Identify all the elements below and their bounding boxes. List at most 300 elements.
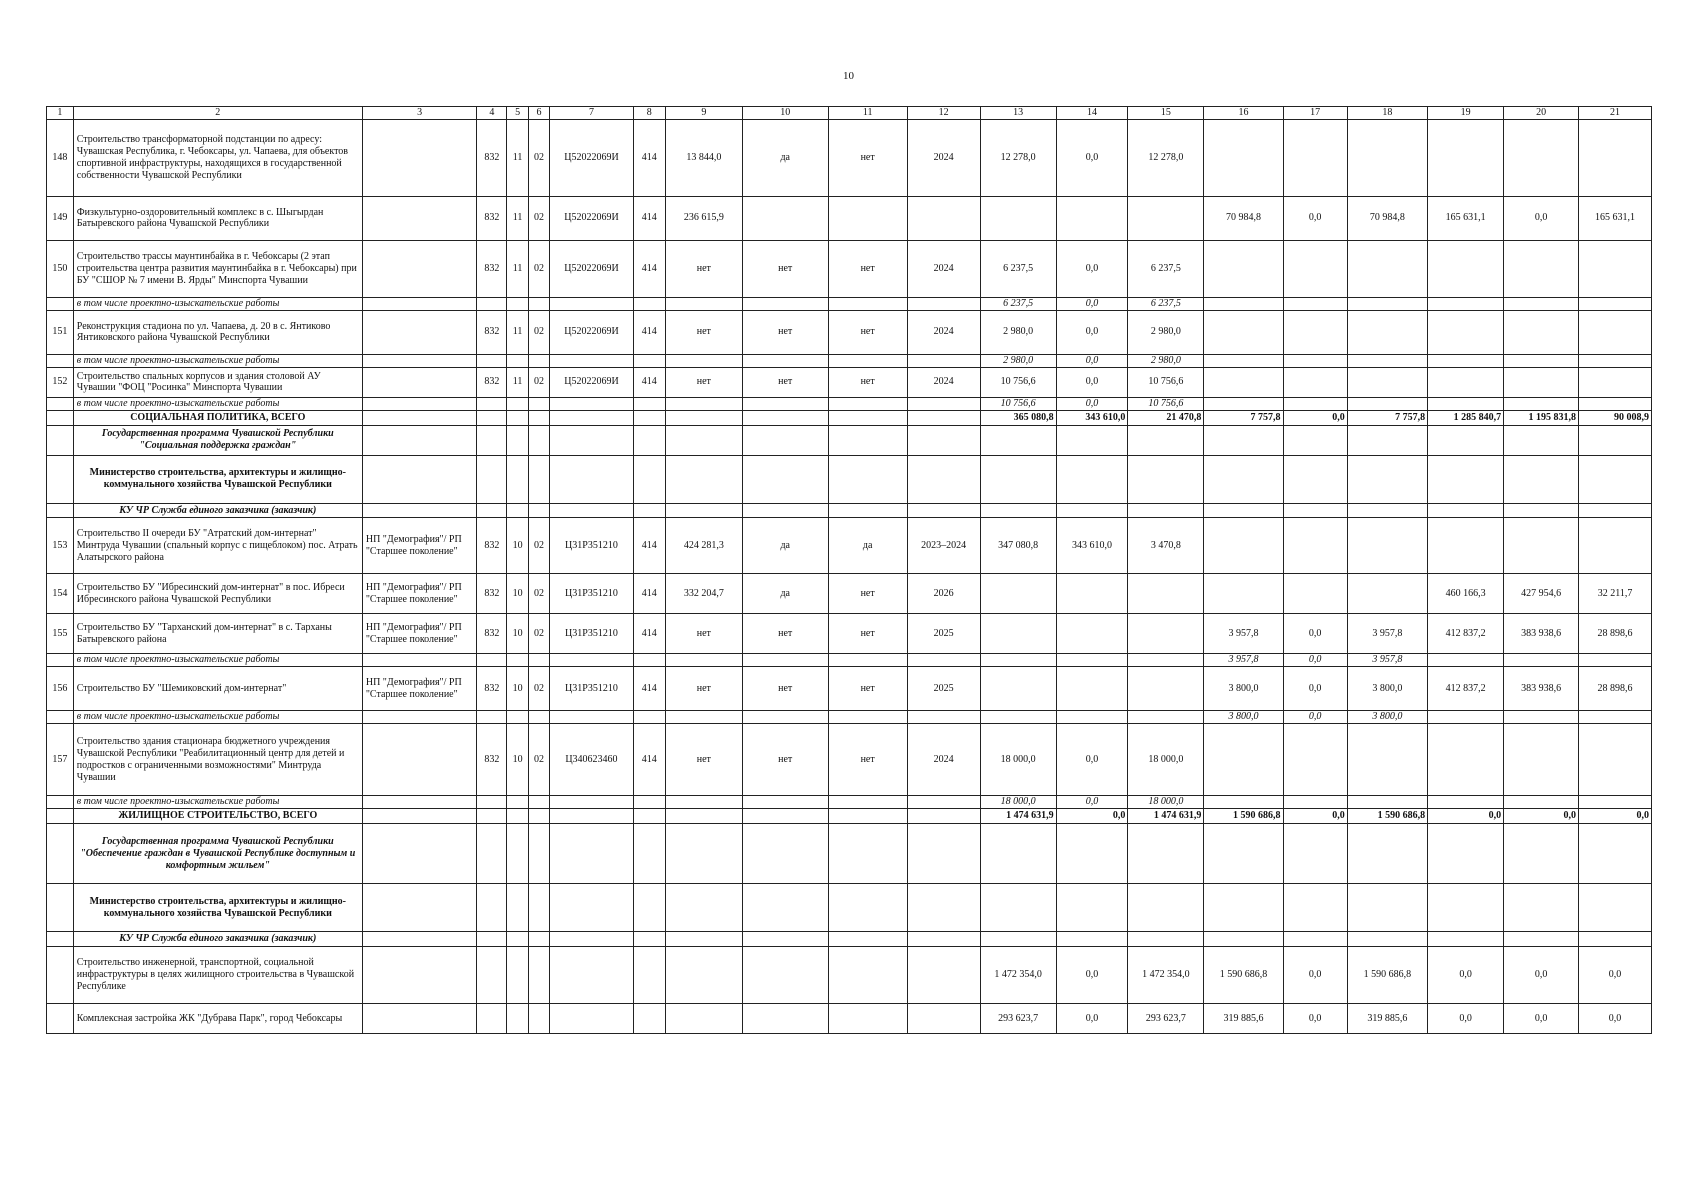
object-name: Строительство БУ "Ибресинский дом-интернат" в пос. Ибреси Ибресинского района Чувашской Республики xyxy=(73,574,362,614)
object-name: Строительство БУ "Тарханский дом-интернат" в с. Тарханы Батыревского района xyxy=(73,614,362,654)
amount-cell xyxy=(1347,367,1427,397)
amount-cell xyxy=(1204,367,1283,397)
code-cell: 2024 xyxy=(907,240,980,297)
table-row xyxy=(47,367,1652,397)
amount-cell xyxy=(1347,310,1427,354)
code-cell xyxy=(477,354,507,367)
amount-cell xyxy=(1428,518,1504,574)
amount-cell: 28 898,6 xyxy=(1579,614,1652,654)
code-cell xyxy=(550,711,634,724)
object-name: Реконструкция стадиона по ул. Чапаева, д. 20 в с. Янтиково Янтиковского района Чувашской Республики xyxy=(73,310,362,354)
amount-cell xyxy=(1504,503,1579,518)
code-cell: нет xyxy=(742,724,828,796)
code-cell xyxy=(550,796,634,809)
code-cell: нет xyxy=(828,240,907,297)
code-cell xyxy=(633,1003,665,1033)
amount-cell xyxy=(1504,240,1579,297)
amount-cell xyxy=(1283,724,1347,796)
amount-cell xyxy=(1128,711,1204,724)
amount-cell: 3 800,0 xyxy=(1347,667,1427,711)
amount-cell xyxy=(1347,518,1427,574)
amount-cell xyxy=(1579,724,1652,796)
amount-cell xyxy=(1204,297,1283,310)
amount-cell xyxy=(665,354,742,367)
amount-cell xyxy=(1128,196,1204,240)
code-cell xyxy=(528,932,549,947)
code-cell xyxy=(828,796,907,809)
code-cell xyxy=(742,455,828,503)
object-name: Строительство II очереди БУ "Атратский дом-интернат" Минтруда Чувашии (спальный корпус с пищеблоком) пос. Атрать Алатырского района xyxy=(73,518,362,574)
amount-cell xyxy=(1579,503,1652,518)
code-cell xyxy=(550,354,634,367)
code-cell: 10 xyxy=(507,614,528,654)
code-cell xyxy=(528,425,549,455)
code-cell: 2024 xyxy=(907,119,980,196)
column-number: 1 xyxy=(47,107,74,120)
object-name: СОЦИАЛЬНАЯ ПОЛИТИКА, ВСЕГО xyxy=(73,410,362,425)
amount-cell xyxy=(1347,397,1427,410)
amount-cell xyxy=(1056,614,1128,654)
amount-cell xyxy=(1128,455,1204,503)
amount-cell xyxy=(665,503,742,518)
amount-cell xyxy=(1283,824,1347,884)
amount-cell: 365 080,8 xyxy=(980,410,1056,425)
amount-cell: 1 472 354,0 xyxy=(980,946,1056,1003)
column-number: 5 xyxy=(507,107,528,120)
subtotal-row xyxy=(47,397,1652,410)
amount-cell xyxy=(1347,240,1427,297)
amount-cell: 1 590 686,8 xyxy=(1204,946,1283,1003)
code-cell: 02 xyxy=(528,724,549,796)
project-name xyxy=(362,397,477,410)
code-cell: 2026 xyxy=(907,574,980,614)
project-name xyxy=(362,310,477,354)
code-cell xyxy=(477,711,507,724)
project-name: НП "Демография"/ РП "Старшее поколение" xyxy=(362,574,477,614)
code-cell: 02 xyxy=(528,240,549,297)
column-number: 18 xyxy=(1347,107,1427,120)
amount-cell: 3 957,8 xyxy=(1347,654,1427,667)
code-cell: 10 xyxy=(507,518,528,574)
amount-cell: нет xyxy=(665,614,742,654)
table-row xyxy=(47,614,1652,654)
amount-cell: 2 980,0 xyxy=(1128,354,1204,367)
code-cell: 832 xyxy=(477,196,507,240)
amount-cell xyxy=(1504,297,1579,310)
object-name: КУ ЧР Служба единого заказчика (заказчик) xyxy=(73,503,362,518)
code-cell: 414 xyxy=(633,724,665,796)
code-cell xyxy=(742,425,828,455)
amount-cell xyxy=(1283,503,1347,518)
amount-cell xyxy=(1056,824,1128,884)
column-number-row xyxy=(47,107,1652,120)
amount-cell: 3 800,0 xyxy=(1204,711,1283,724)
amount-cell: 236 615,9 xyxy=(665,196,742,240)
amount-cell xyxy=(1283,119,1347,196)
amount-cell xyxy=(665,824,742,884)
amount-cell xyxy=(1579,297,1652,310)
object-name: ЖИЛИЩНОЕ СТРОИТЕЛЬСТВО, ВСЕГО xyxy=(73,809,362,824)
code-cell xyxy=(477,932,507,947)
column-number: 15 xyxy=(1128,107,1204,120)
code-cell xyxy=(828,425,907,455)
code-cell xyxy=(633,503,665,518)
code-cell xyxy=(633,809,665,824)
code-cell xyxy=(528,796,549,809)
row-number xyxy=(47,455,74,503)
code-cell xyxy=(907,410,980,425)
object-name: Комплексная застройка ЖК "Дубрава Парк", город Чебоксары xyxy=(73,1003,362,1033)
code-cell: 2024 xyxy=(907,724,980,796)
amount-cell xyxy=(1204,455,1283,503)
row-number: 152 xyxy=(47,367,74,397)
subtotal-row xyxy=(47,297,1652,310)
amount-cell xyxy=(1204,503,1283,518)
object-name: в том числе проектно-изыскательские работы xyxy=(73,354,362,367)
code-cell: 832 xyxy=(477,667,507,711)
section-total-row xyxy=(47,809,1652,824)
amount-cell xyxy=(1128,574,1204,614)
code-cell: 02 xyxy=(528,518,549,574)
project-name xyxy=(362,1003,477,1033)
amount-cell xyxy=(1056,654,1128,667)
amount-cell: 18 000,0 xyxy=(1128,724,1204,796)
column-number: 4 xyxy=(477,107,507,120)
code-cell xyxy=(742,824,828,884)
amount-cell: 0,0 xyxy=(1283,654,1347,667)
subtotal-row xyxy=(47,796,1652,809)
column-number: 3 xyxy=(362,107,477,120)
amount-cell xyxy=(1204,796,1283,809)
code-cell: нет xyxy=(742,240,828,297)
code-cell xyxy=(477,1003,507,1033)
code-cell: Ц31Р351210 xyxy=(550,518,634,574)
amount-cell xyxy=(1504,518,1579,574)
table-row xyxy=(47,119,1652,196)
code-cell xyxy=(507,455,528,503)
code-cell: Ц31Р351210 xyxy=(550,614,634,654)
project-name: НП "Демография"/ РП "Старшее поколение" xyxy=(362,614,477,654)
amount-cell xyxy=(1347,425,1427,455)
amount-cell xyxy=(1056,196,1128,240)
amount-cell: 293 623,7 xyxy=(1128,1003,1204,1033)
row-number: 154 xyxy=(47,574,74,614)
amount-cell: 0,0 xyxy=(1504,196,1579,240)
amount-cell: 0,0 xyxy=(1283,410,1347,425)
code-cell xyxy=(633,397,665,410)
amount-cell: 0,0 xyxy=(1056,809,1128,824)
amount-cell: нет xyxy=(665,724,742,796)
subtotal-row xyxy=(47,711,1652,724)
amount-cell xyxy=(1504,397,1579,410)
code-cell: да xyxy=(742,119,828,196)
amount-cell xyxy=(1428,724,1504,796)
amount-cell xyxy=(1579,240,1652,297)
code-cell xyxy=(477,654,507,667)
amount-cell: 424 281,3 xyxy=(665,518,742,574)
amount-cell: 3 957,8 xyxy=(1204,614,1283,654)
table-row xyxy=(47,1003,1652,1033)
amount-cell: 12 278,0 xyxy=(1128,119,1204,196)
amount-cell xyxy=(1056,884,1128,932)
project-name xyxy=(362,884,477,932)
code-cell: нет xyxy=(828,367,907,397)
code-cell xyxy=(477,946,507,1003)
code-cell xyxy=(550,824,634,884)
code-cell xyxy=(507,503,528,518)
code-cell: 02 xyxy=(528,367,549,397)
amount-cell: 165 631,1 xyxy=(1428,196,1504,240)
code-cell: Ц52022069И xyxy=(550,367,634,397)
code-cell xyxy=(828,455,907,503)
code-cell xyxy=(550,1003,634,1033)
amount-cell: 10 756,6 xyxy=(1128,367,1204,397)
row-number xyxy=(47,354,74,367)
row-number xyxy=(47,297,74,310)
code-cell xyxy=(550,654,634,667)
object-name: в том числе проектно-изыскательские работы xyxy=(73,711,362,724)
amount-cell xyxy=(1428,884,1504,932)
code-cell xyxy=(477,455,507,503)
project-name xyxy=(362,654,477,667)
code-cell xyxy=(633,932,665,947)
subtotal-row xyxy=(47,354,1652,367)
code-cell xyxy=(907,425,980,455)
amount-cell xyxy=(1283,518,1347,574)
project-name xyxy=(362,824,477,884)
amount-cell: 1 472 354,0 xyxy=(1128,946,1204,1003)
amount-cell xyxy=(1347,796,1427,809)
amount-cell: 0,0 xyxy=(1283,711,1347,724)
code-cell: 11 xyxy=(507,367,528,397)
code-cell: 414 xyxy=(633,574,665,614)
amount-cell: 0,0 xyxy=(1056,1003,1128,1033)
amount-cell: 18 000,0 xyxy=(980,796,1056,809)
row-number: 156 xyxy=(47,667,74,711)
amount-cell xyxy=(980,654,1056,667)
code-cell xyxy=(507,824,528,884)
budget-table xyxy=(46,106,1652,1034)
amount-cell xyxy=(1504,367,1579,397)
amount-cell: 6 237,5 xyxy=(1128,297,1204,310)
code-cell: 414 xyxy=(633,310,665,354)
code-cell xyxy=(907,932,980,947)
code-cell: 11 xyxy=(507,119,528,196)
amount-cell xyxy=(665,425,742,455)
code-cell: 10 xyxy=(507,724,528,796)
project-name xyxy=(362,354,477,367)
amount-cell: 10 756,6 xyxy=(1128,397,1204,410)
row-number: 153 xyxy=(47,518,74,574)
code-cell xyxy=(633,410,665,425)
code-cell xyxy=(550,455,634,503)
code-cell xyxy=(528,711,549,724)
amount-cell xyxy=(665,397,742,410)
object-name: Министерство строительства, архитектуры и жилищно-коммунального хозяйства Чувашской Республики xyxy=(73,455,362,503)
amount-cell: 0,0 xyxy=(1056,367,1128,397)
amount-cell: 0,0 xyxy=(1283,809,1347,824)
amount-cell: нет xyxy=(665,310,742,354)
amount-cell xyxy=(665,654,742,667)
amount-cell: 0,0 xyxy=(1283,196,1347,240)
code-cell: 832 xyxy=(477,310,507,354)
code-cell xyxy=(828,932,907,947)
amount-cell xyxy=(980,503,1056,518)
code-cell xyxy=(742,654,828,667)
amount-cell xyxy=(665,1003,742,1033)
amount-cell xyxy=(1128,667,1204,711)
code-cell xyxy=(907,946,980,1003)
object-name: Физкультурно-оздоровительный комплекс в с. Шыгырдан Батыревского района Чувашской Республики xyxy=(73,196,362,240)
code-cell: Ц31Р351210 xyxy=(550,574,634,614)
code-cell: 414 xyxy=(633,240,665,297)
amount-cell xyxy=(1283,367,1347,397)
amount-cell xyxy=(1128,654,1204,667)
amount-cell xyxy=(1428,240,1504,297)
code-cell xyxy=(907,455,980,503)
code-cell xyxy=(633,354,665,367)
amount-cell: 1 590 686,8 xyxy=(1347,809,1427,824)
code-cell xyxy=(477,796,507,809)
amount-cell xyxy=(980,824,1056,884)
code-cell: Ц52022069И xyxy=(550,240,634,297)
program-row xyxy=(47,824,1652,884)
amount-cell: 460 166,3 xyxy=(1428,574,1504,614)
code-cell xyxy=(828,410,907,425)
code-cell xyxy=(507,410,528,425)
code-cell xyxy=(742,503,828,518)
code-cell xyxy=(742,297,828,310)
code-cell xyxy=(550,932,634,947)
amount-cell xyxy=(665,297,742,310)
amount-cell: 0,0 xyxy=(1056,310,1128,354)
amount-cell: 3 957,8 xyxy=(1204,654,1283,667)
code-cell xyxy=(507,711,528,724)
row-number: 151 xyxy=(47,310,74,354)
amount-cell: 18 000,0 xyxy=(1128,796,1204,809)
code-cell xyxy=(477,397,507,410)
amount-cell xyxy=(1504,119,1579,196)
code-cell xyxy=(528,297,549,310)
amount-cell xyxy=(1504,425,1579,455)
code-cell xyxy=(477,809,507,824)
amount-cell xyxy=(1504,354,1579,367)
amount-cell xyxy=(1283,574,1347,614)
amount-cell xyxy=(1579,824,1652,884)
column-number: 2 xyxy=(73,107,362,120)
amount-cell: 2 980,0 xyxy=(980,354,1056,367)
code-cell xyxy=(907,196,980,240)
code-cell xyxy=(550,503,634,518)
amount-cell xyxy=(1283,884,1347,932)
amount-cell xyxy=(980,667,1056,711)
amount-cell xyxy=(1283,796,1347,809)
code-cell xyxy=(907,1003,980,1033)
amount-cell xyxy=(1579,119,1652,196)
amount-cell: 1 195 831,8 xyxy=(1504,410,1579,425)
amount-cell xyxy=(1428,932,1504,947)
code-cell xyxy=(528,503,549,518)
code-cell xyxy=(907,654,980,667)
amount-cell xyxy=(1056,932,1128,947)
object-name: Строительство трассы маунтинбайка в г. Чебоксары (2 этап строительства центра развития маунтинбайка в г. Чебоксары) при БУ "СШОР № 7 имени В. Ярды" Минспорта Чувашии xyxy=(73,240,362,297)
amount-cell xyxy=(980,455,1056,503)
row-number xyxy=(47,397,74,410)
amount-cell xyxy=(665,410,742,425)
amount-cell xyxy=(1428,310,1504,354)
code-cell: 02 xyxy=(528,310,549,354)
project-name: НП "Демография"/ РП "Старшее поколение" xyxy=(362,667,477,711)
amount-cell xyxy=(1283,297,1347,310)
amount-cell xyxy=(1347,119,1427,196)
code-cell xyxy=(742,1003,828,1033)
code-cell xyxy=(477,425,507,455)
amount-cell xyxy=(665,711,742,724)
row-number xyxy=(47,711,74,724)
code-cell: 10 xyxy=(507,574,528,614)
code-cell xyxy=(742,884,828,932)
code-cell: 2025 xyxy=(907,614,980,654)
code-cell xyxy=(633,711,665,724)
amount-cell: 0,0 xyxy=(1056,946,1128,1003)
column-number: 16 xyxy=(1204,107,1283,120)
code-cell xyxy=(477,297,507,310)
amount-cell: нет xyxy=(665,367,742,397)
code-cell xyxy=(907,824,980,884)
code-cell xyxy=(507,297,528,310)
amount-cell: 383 938,6 xyxy=(1504,614,1579,654)
object-name: Государственная программа Чувашской Республики "Обеспечение граждан в Чувашской Республике доступным и комфортным жильем" xyxy=(73,824,362,884)
code-cell: нет xyxy=(828,614,907,654)
row-number: 148 xyxy=(47,119,74,196)
code-cell xyxy=(828,297,907,310)
project-name xyxy=(362,796,477,809)
code-cell xyxy=(633,884,665,932)
amount-cell xyxy=(1504,654,1579,667)
amount-cell: 293 623,7 xyxy=(980,1003,1056,1033)
code-cell: 832 xyxy=(477,574,507,614)
customer-row xyxy=(47,932,1652,947)
code-cell xyxy=(828,397,907,410)
amount-cell: 332 204,7 xyxy=(665,574,742,614)
amount-cell: 427 954,6 xyxy=(1504,574,1579,614)
code-cell xyxy=(507,1003,528,1033)
amount-cell xyxy=(980,574,1056,614)
code-cell xyxy=(477,410,507,425)
amount-cell xyxy=(1283,310,1347,354)
object-name: Министерство строительства, архитектуры и жилищно-коммунального хозяйства Чувашской Республики xyxy=(73,884,362,932)
amount-cell: 70 984,8 xyxy=(1347,196,1427,240)
code-cell xyxy=(550,884,634,932)
amount-cell xyxy=(1347,884,1427,932)
code-cell xyxy=(742,196,828,240)
code-cell: да xyxy=(828,518,907,574)
amount-cell xyxy=(1204,724,1283,796)
amount-cell xyxy=(1283,354,1347,367)
amount-cell: 412 837,2 xyxy=(1428,614,1504,654)
amount-cell xyxy=(1056,455,1128,503)
code-cell: нет xyxy=(828,310,907,354)
row-number xyxy=(47,796,74,809)
amount-cell xyxy=(665,796,742,809)
program-row xyxy=(47,425,1652,455)
amount-cell: 21 470,8 xyxy=(1128,410,1204,425)
row-number xyxy=(47,425,74,455)
amount-cell xyxy=(1283,455,1347,503)
row-number: 155 xyxy=(47,614,74,654)
amount-cell xyxy=(1504,310,1579,354)
amount-cell xyxy=(1579,884,1652,932)
